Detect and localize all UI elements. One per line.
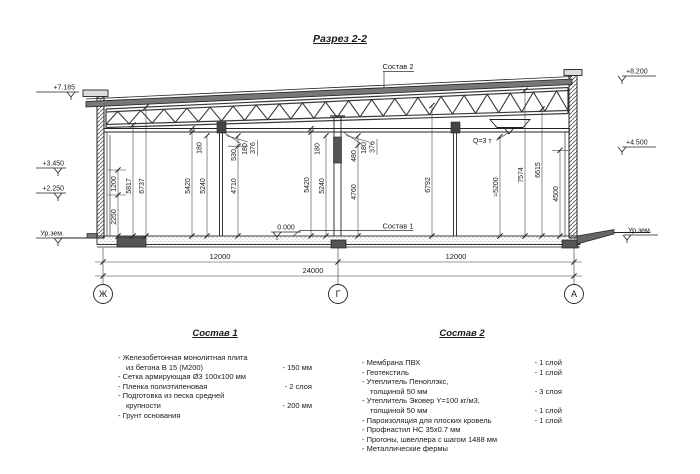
zero-level-mark: 0.000 <box>277 224 295 232</box>
spec2-item-6: - Профнастил НС 35х0.7 мм <box>362 425 461 435</box>
crane-capacity-label: Q=3 т <box>473 138 492 145</box>
vdim-5420b: 5420 <box>304 177 311 193</box>
crane-hoist <box>490 120 530 141</box>
roof-deck <box>86 77 572 108</box>
vdim-376a: 376 <box>250 142 257 154</box>
composition2-title: Состав 2 <box>439 328 485 339</box>
composition1-title: Состав 1 <box>192 328 238 339</box>
vdim-6737: 6737 <box>139 178 146 194</box>
vdim-5240a: 5240 <box>200 178 207 194</box>
vdim-180b: 180 <box>242 143 249 155</box>
vdim-5817: 5817 <box>126 178 133 194</box>
spec1-item-2: - Сетка армирующая Ø3 100х100 мм <box>118 372 246 382</box>
right-wall <box>569 74 577 238</box>
spec1-item-1: - Железобетонная монолитная плита из бетона В 15 (М200) - 150 мм <box>118 353 312 372</box>
spec2-item-8: - Металлические фермы <box>362 444 448 454</box>
elevation-left-ground: Ур.зем. <box>40 230 64 238</box>
elevation-left-2: +3.450 <box>42 160 64 168</box>
composition1-ref: Состав 1 <box>382 221 414 231</box>
spec2-item-2: - Геотекстиль - 1 слой <box>362 367 562 377</box>
spec2-item-5: - Пароизоляция для плоских кровель - 1 слой <box>362 415 562 425</box>
axis-label-g: Г <box>335 289 341 299</box>
elevation-right-ground: Ур.зем. <box>628 227 652 235</box>
vdim-530: 530 <box>231 149 238 161</box>
spec2-item-3: - Утеплитель Пеноплэкс, толщиной 50 мм - 3 слоя <box>362 377 562 396</box>
composition2-spec <box>362 328 562 454</box>
vdim-5420a: 5420 <box>185 178 192 194</box>
post-1 <box>217 122 226 236</box>
spec2-item-4: - Утеплитель Эковер Y=100 кг/м3, толщиной 50 мм - 1 слой <box>362 396 562 415</box>
dim-bay2: 12000 <box>445 252 467 261</box>
elevation-left-3: +2.250 <box>42 185 64 193</box>
column-g <box>330 116 345 236</box>
left-wall <box>97 97 104 239</box>
drawing-title: Разрез 2-2 <box>313 33 367 45</box>
elevation-right-1: +8.200 <box>626 68 648 76</box>
bottom-dims <box>95 248 582 284</box>
post-2 <box>451 122 460 236</box>
vdim-6792: 6792 <box>425 177 432 193</box>
vdim-2250: 2250 <box>111 209 118 225</box>
vdim-4760: 4760 <box>351 184 358 200</box>
right-parapet-cap <box>564 70 582 76</box>
spec1-item-4: - Подготовка из песка средней крупности - 200 мм <box>118 391 312 410</box>
vdim-4710: 4710 <box>231 178 238 194</box>
composition2-ref: Состав 2 <box>382 62 414 71</box>
vdim-7574: 7574 <box>518 167 525 183</box>
vdim-5240b: 5240 <box>319 178 326 194</box>
vdim-480: 480 <box>351 150 358 162</box>
axis-label-zh: Ж <box>98 289 108 299</box>
entry-ramp <box>577 230 614 245</box>
spec1-item-5: - Грунт основания <box>118 410 181 420</box>
axis-label-a: А <box>570 289 578 299</box>
vdim-180d: 180 <box>361 142 368 154</box>
spec2-item-7: - Прогоны, швеллера с шагом 1488 мм <box>362 434 498 444</box>
spec1-item-3: - Пленка полиэтиленовая - 2 слоя <box>118 381 312 391</box>
vdim-180c: 180 <box>314 143 322 155</box>
left-parapet-cap <box>83 90 108 97</box>
vdim-180a: 180 <box>196 142 204 154</box>
vdim-376b: 376 <box>369 141 377 153</box>
spec2-item-1: - Мембрана ПВХ - 1 слой <box>362 358 562 367</box>
elevation-left-1: +7.185 <box>53 84 75 92</box>
dim-bay1: 12000 <box>209 252 231 261</box>
composition1-spec <box>118 328 312 420</box>
vdim-6615: 6615 <box>535 162 542 178</box>
elevation-right-2: +4.500 <box>626 139 648 147</box>
vdim-1200: 1200 <box>111 176 118 192</box>
vdim-4500: 4500 <box>553 186 560 202</box>
floor-slab <box>97 230 614 249</box>
dim-total: 24000 <box>302 266 324 275</box>
vdim-5200: ≈5200 <box>493 177 500 197</box>
